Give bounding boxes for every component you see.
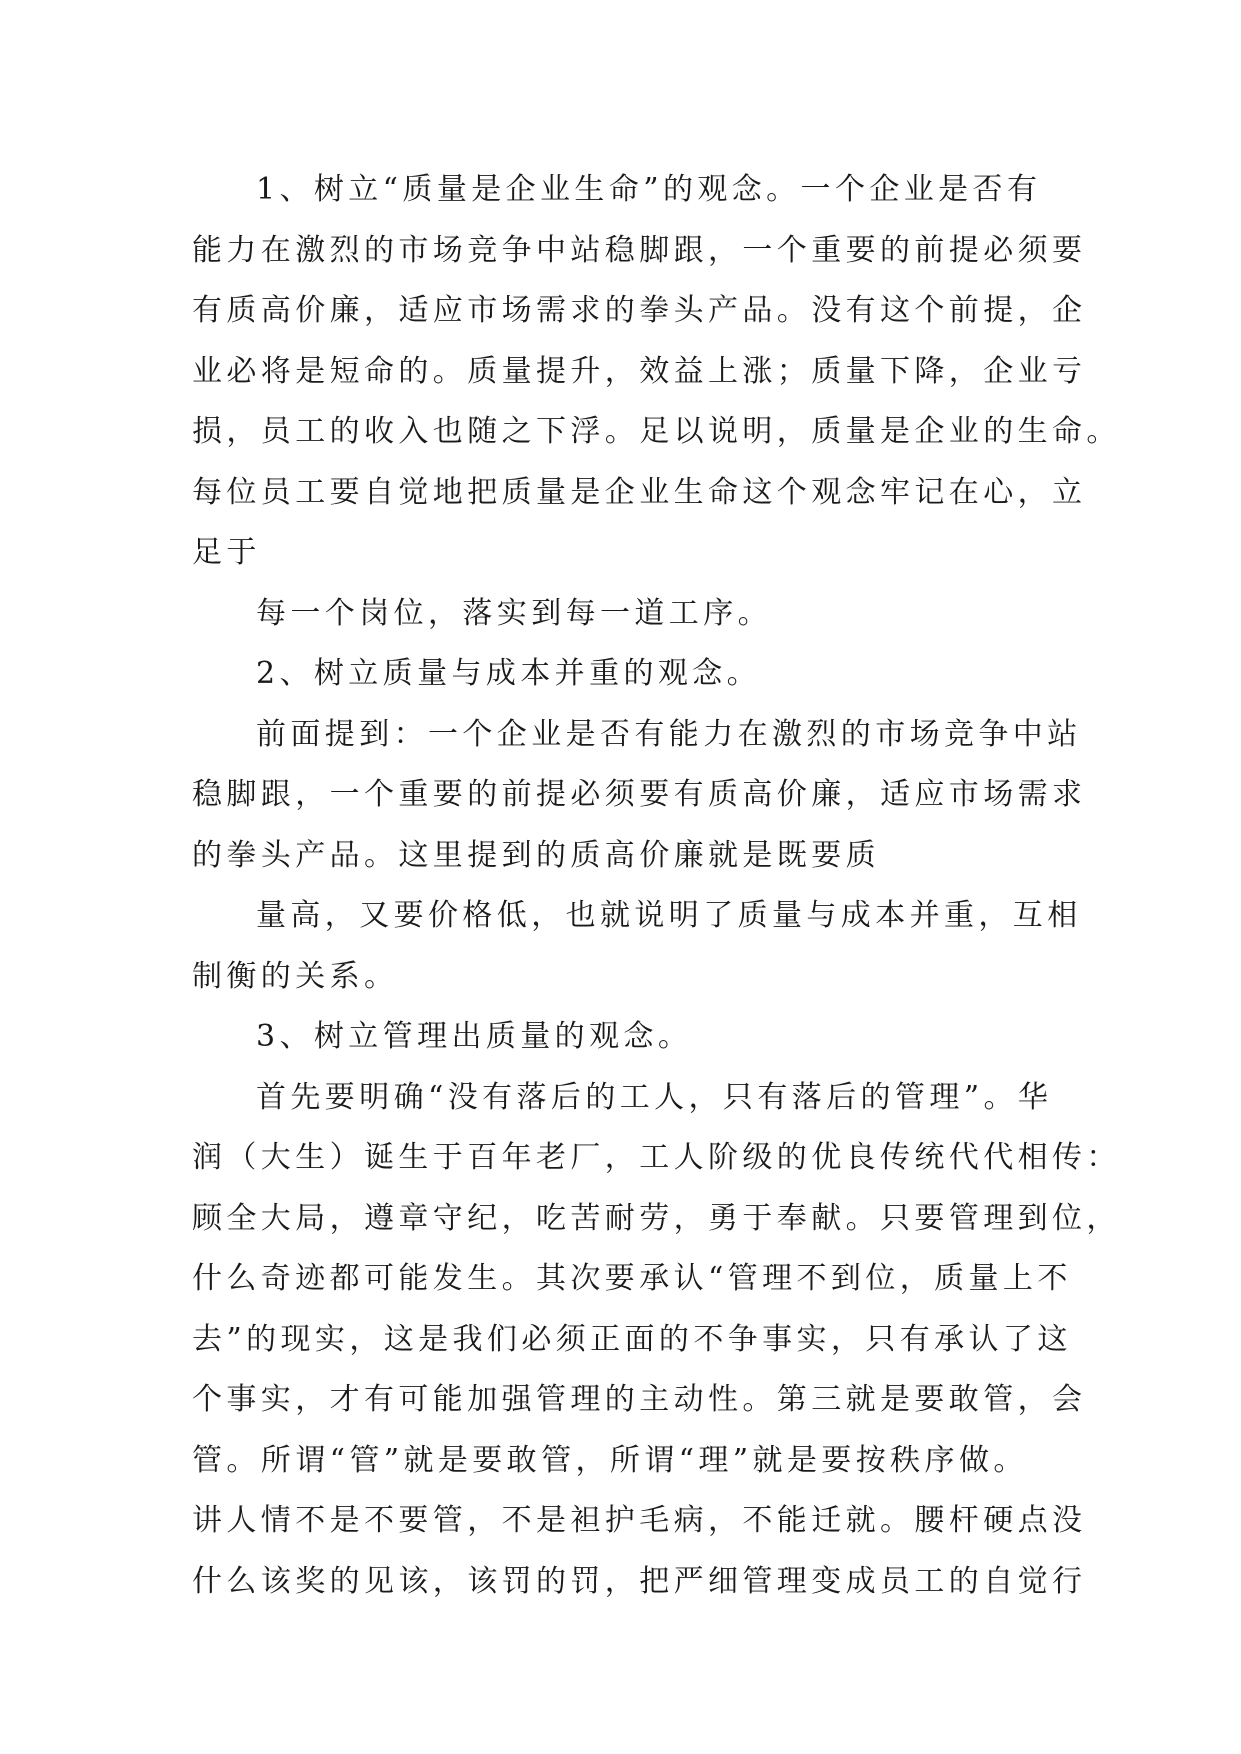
text-line: 1、树立“质量是企业生命”的观念。一个企业是否有 <box>256 172 1042 207</box>
text-line: 每位员工要自觉地把质量是企业生命这个观念牢记在心，立 <box>192 474 1087 510</box>
text-line: 润（大生）诞生于百年老厂，工人阶级的优良传统代代相传： <box>192 1140 1121 1175</box>
text-line: 有质高价廉，适应市场需求的拳头产品。没有这个前提，企 <box>192 293 1087 328</box>
section-heading: 2、树立质量与成本并重的观念。 <box>256 656 762 691</box>
text-line: 什么该奖的见该，该罚的罚，把严细管理变成员工的自觉行 <box>192 1563 1087 1599</box>
text-line: 前面提到：一个企业是否有能力在激烈的市场竞争中站 <box>256 716 1082 752</box>
text-line: 讲人情不是不要管，不是袒护毛病，不能迁就。腰杆硬点没 <box>192 1503 1087 1538</box>
text-line: 业必将是短命的。质量提升，效益上涨；质量下降，企业亏 <box>192 353 1087 389</box>
text-line: 的拳头产品。这里提到的质高价廉就是既要质 <box>192 837 880 873</box>
text-line: 稳脚跟，一个重要的前提必须要有质高价廉，适应市场需求 <box>192 777 1087 812</box>
text-line: 足于 <box>192 535 261 570</box>
text-line: 制衡的关系。 <box>192 958 399 994</box>
text-line: 什么奇迹都可能发生。其次要承认“管理不到位，质量上不 <box>192 1261 1072 1296</box>
text-line: 首先要明确“没有落后的工人，只有落后的管理”。华 <box>256 1079 1053 1115</box>
text-line: 每一个岗位，落实到每一道工序。 <box>256 595 772 631</box>
text-line: 能力在激烈的市场竞争中站稳脚跟，一个重要的前提必须要 <box>192 232 1087 268</box>
text-line: 管。所谓“管”就是要敢管，所谓“理”就是要按秩序做。 <box>192 1442 1028 1478</box>
section-heading: 3、树立管理出质量的观念。 <box>256 1019 693 1054</box>
body-text <box>192 160 1121 1612</box>
text-line: 个事实，才有可能加强管理的主动性。第三就是要敢管，会 <box>192 1382 1087 1417</box>
text-line: 去”的现实，这是我们必须正面的不争事实，只有承认了这 <box>192 1321 1072 1357</box>
text-line: 顾全大局，遵章守纪，吃苦耐劳，勇于奉献。只要管理到位， <box>192 1200 1121 1236</box>
text-line: 损，员工的收入也随之下浮。足以说明，质量是企业的生命。 <box>192 414 1121 449</box>
text-line: 量高，又要价格低，也就说明了质量与成本并重，互相 <box>256 898 1082 933</box>
